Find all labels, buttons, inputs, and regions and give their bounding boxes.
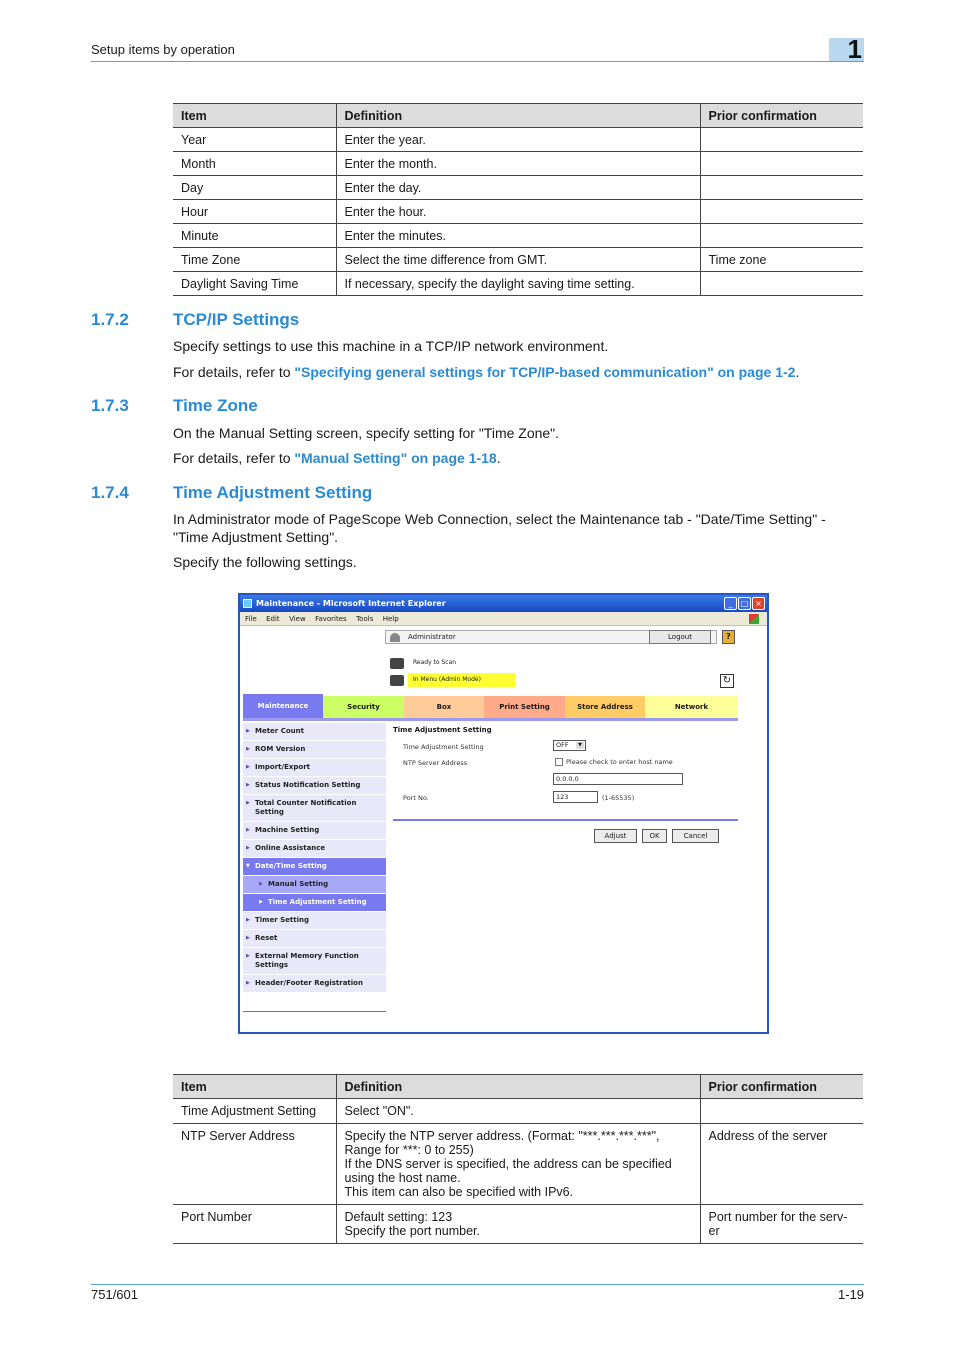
cell-prior xyxy=(700,1205,863,1244)
close-icon[interactable]: × xyxy=(752,597,765,610)
help-icon[interactable]: ? xyxy=(722,630,735,644)
table-row xyxy=(173,1205,863,1244)
logout-button[interactable]: Logout xyxy=(649,630,711,644)
cell-definition: Select the time difference from GMT. xyxy=(336,248,700,272)
sidebar-divider xyxy=(243,1011,386,1012)
cross-reference-link[interactable]: "Manual Setting" on page 1-18 xyxy=(294,450,497,466)
table-header-prior: Prior confirmation xyxy=(700,1075,863,1099)
tab-maintenance[interactable]: Maintenance xyxy=(243,694,323,718)
ntp-server-input[interactable]: 0.0.0.0 xyxy=(553,773,683,785)
section-number: 1.7.3 xyxy=(91,396,129,415)
menu-favorites[interactable]: Favorites xyxy=(315,615,347,623)
cell-definition xyxy=(336,1124,700,1205)
main-tabs xyxy=(243,696,738,718)
cell-definition xyxy=(336,1205,700,1244)
printer-status-icon xyxy=(390,658,404,669)
cell-prior xyxy=(700,200,863,224)
cell-prior xyxy=(700,1099,863,1124)
text: For details, refer to xyxy=(173,450,295,466)
prior-line: Address of the server xyxy=(708,1129,828,1143)
time-adjustment-select[interactable] xyxy=(553,740,586,751)
definition-line: Default setting: 123 xyxy=(344,1210,453,1224)
sidebar-item-status-notification[interactable]: ▶ Status Notification Setting xyxy=(243,777,386,795)
table-row xyxy=(173,272,863,296)
web-connection-screenshot xyxy=(238,593,769,1034)
table-header-definition: Definition xyxy=(336,104,700,128)
host-name-checkbox-label: Please check to enter host name xyxy=(566,758,673,766)
menu-help[interactable]: Help xyxy=(382,615,399,623)
model-number: 751/601 xyxy=(91,1287,138,1302)
table-row xyxy=(173,128,863,152)
page-number: 1-19 xyxy=(837,1287,864,1302)
cell-item: Time Adjustment Setting xyxy=(173,1099,336,1124)
text: . xyxy=(496,450,501,466)
cell-prior xyxy=(700,128,863,152)
cell-prior xyxy=(700,272,863,296)
definition-line: Specify the port number. xyxy=(344,1224,480,1238)
running-header: Setup items by operation xyxy=(91,42,235,57)
tab-box[interactable]: Box xyxy=(404,696,484,718)
windows-logo-icon xyxy=(749,614,759,624)
cell-definition: If necessary, specify the daylight saving time setting. xyxy=(336,272,700,296)
adjust-button[interactable]: Adjust xyxy=(594,829,637,843)
paragraph xyxy=(173,449,863,467)
table-header-prior: Prior confirmation xyxy=(700,104,863,128)
table-row xyxy=(173,224,863,248)
section-number: 1.7.2 xyxy=(91,310,129,329)
maximize-icon[interactable]: □ xyxy=(738,597,751,610)
cell-definition: Enter the day. xyxy=(336,176,700,200)
device-status-text: Ready to Scan xyxy=(413,659,457,666)
browser-icon xyxy=(243,599,252,608)
ok-button[interactable]: OK xyxy=(642,829,667,843)
sidebar-item-date-time[interactable]: ▼ Date/Time Setting xyxy=(243,858,386,876)
sidebar-item-timer-setting[interactable]: ▶ Timer Setting xyxy=(243,912,386,930)
sidebar-item-manual-setting[interactable]: ▶ Manual Setting xyxy=(243,876,386,894)
section-number: 1.7.4 xyxy=(91,483,129,502)
menu-edit[interactable]: Edit xyxy=(266,615,280,623)
window-title: Maintenance - Microsoft Internet Explorer xyxy=(256,599,446,608)
footer-divider xyxy=(91,1284,864,1285)
cell-prior xyxy=(700,176,863,200)
cell-item: Port Number xyxy=(173,1205,336,1244)
sidebar-item-total-counter[interactable]: ▶ Total Counter Notification Setting xyxy=(243,795,386,822)
table-row xyxy=(173,1099,863,1124)
paragraph: In Administrator mode of PageScope Web Connection, select the Maintenance tab - "Date/Time Setting" - "Time Adjustment Setting". xyxy=(173,511,826,545)
definition-line: using the host name. xyxy=(344,1171,461,1185)
cell-definition: Enter the hour. xyxy=(336,200,700,224)
section-title: Time Zone xyxy=(173,396,258,415)
prior-line: er xyxy=(708,1224,720,1238)
host-name-checkbox[interactable] xyxy=(555,758,563,766)
table-row xyxy=(173,152,863,176)
paragraph: Specify settings to use this machine in a TCP/IP network environment. xyxy=(173,338,609,354)
cancel-button[interactable]: Cancel xyxy=(672,829,719,843)
paragraph xyxy=(173,363,863,381)
date-settings-table xyxy=(173,103,863,296)
cross-reference-link[interactable]: "Specifying general settings for TCP/IP-based communication" on page 1-2 xyxy=(294,364,796,380)
definition-line: Specify the NTP server address. (Format: "***.***.***.***", xyxy=(344,1129,660,1143)
sidebar-item-import-export[interactable]: ▶ Import/Export xyxy=(243,759,386,777)
time-adjustment-value: OFF xyxy=(556,741,569,749)
tab-store-address[interactable]: Store Address xyxy=(565,696,645,718)
section-title: TCP/IP Settings xyxy=(173,310,300,329)
port-range-hint: (1-65535) xyxy=(602,794,635,802)
sidebar-item-meter-count[interactable]: ▶ Meter Count xyxy=(243,723,386,741)
definition-line: If the DNS server is specified, the address can be specified xyxy=(344,1157,672,1171)
user-label: Administrator xyxy=(408,633,456,641)
sidebar-item-reset[interactable]: ▶ Reset xyxy=(243,930,386,948)
cell-item: Time Zone xyxy=(173,248,336,272)
cell-item: Hour xyxy=(173,200,336,224)
chapter-tab xyxy=(829,34,864,64)
header-divider xyxy=(91,61,864,62)
table-row xyxy=(173,1124,863,1205)
cell-prior xyxy=(700,224,863,248)
content-title: Time Adjustment Setting xyxy=(393,726,492,734)
section-title: Time Adjustment Setting xyxy=(173,483,373,502)
mode-status-badge: In Menu (Admin Mode) xyxy=(408,673,515,687)
sidebar-item-time-adjustment[interactable]: ▶ Time Adjustment Setting xyxy=(243,894,386,912)
menu-file[interactable]: File xyxy=(245,615,257,623)
cell-item: Daylight Saving Time xyxy=(173,272,336,296)
prior-line: Port number for the serv- xyxy=(708,1210,848,1224)
paragraph: Specify the following settings. xyxy=(173,554,357,570)
sidebar-item-rom-version[interactable]: ▶ ROM Version xyxy=(243,741,386,759)
table-row xyxy=(173,176,863,200)
cell-prior xyxy=(700,1124,863,1205)
table-row xyxy=(173,200,863,224)
cell-definition: Enter the year. xyxy=(336,128,700,152)
text: For details, refer to xyxy=(173,364,295,380)
time-adjustment-table xyxy=(173,1074,863,1244)
sidebar-item-header-footer[interactable]: ▶ Header/Footer Registration xyxy=(243,975,386,993)
definition-line: Range for ***: 0 to 255) xyxy=(344,1143,474,1157)
definition-line: Select "ON". xyxy=(344,1104,414,1118)
text: . xyxy=(795,364,800,380)
port-input[interactable]: 123 xyxy=(553,791,598,803)
mode-status-icon xyxy=(390,675,404,686)
port-label: Port No. xyxy=(403,794,429,802)
cell-prior: Time zone xyxy=(700,248,863,272)
minimize-icon[interactable]: _ xyxy=(724,597,737,610)
table-header-item: Item xyxy=(173,1075,336,1099)
cell-definition: Enter the month. xyxy=(336,152,700,176)
chapter-number: 1 xyxy=(847,34,862,64)
refresh-icon[interactable]: ↻ xyxy=(720,674,734,688)
menu-view[interactable]: View xyxy=(289,615,306,623)
cell-prior xyxy=(700,152,863,176)
paragraph: On the Manual Setting screen, specify setting for "Time Zone". xyxy=(173,425,560,441)
ntp-server-label: NTP Server Address xyxy=(403,759,468,767)
table-header-definition: Definition xyxy=(336,1075,700,1099)
tab-underline xyxy=(243,718,738,721)
sidebar-item-machine-setting[interactable]: ▶ Machine Setting xyxy=(243,822,386,840)
cell-definition xyxy=(336,1099,700,1124)
tab-network[interactable]: Network xyxy=(645,696,738,718)
maintenance-sidebar xyxy=(243,723,386,993)
cell-item: Year xyxy=(173,128,336,152)
table-header-item: Item xyxy=(173,104,336,128)
cell-item: Month xyxy=(173,152,336,176)
sidebar-item-online-assistance[interactable]: ▶ Online Assistance xyxy=(243,840,386,858)
cell-item: NTP Server Address xyxy=(173,1124,336,1205)
time-adjustment-label: Time Adjustment Setting xyxy=(403,743,484,751)
cell-definition: Enter the minutes. xyxy=(336,224,700,248)
cell-item: Minute xyxy=(173,224,336,248)
cell-item: Day xyxy=(173,176,336,200)
definition-line: This item can also be specified with IPv6. xyxy=(344,1185,574,1199)
window-titlebar xyxy=(240,595,767,612)
browser-menubar xyxy=(240,612,767,626)
tab-print-setting[interactable]: Print Setting xyxy=(484,696,565,718)
table-row xyxy=(173,248,863,272)
chevron-down-icon: ▼ xyxy=(576,742,584,749)
sidebar-item-external-memory[interactable]: ▶ External Memory Function Settings xyxy=(243,948,386,975)
tab-security[interactable]: Security xyxy=(323,696,404,718)
admin-user-icon xyxy=(390,633,400,642)
menu-tools[interactable]: Tools xyxy=(356,615,374,623)
content-divider xyxy=(393,819,738,821)
